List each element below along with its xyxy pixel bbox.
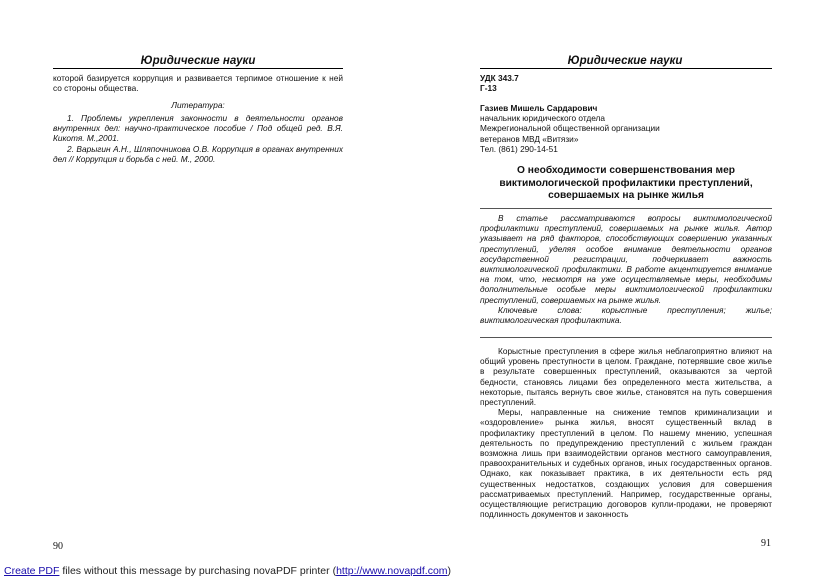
header-rule [480, 68, 772, 69]
udk-code: УДК 343.7 [480, 73, 519, 83]
footer-text: files without this message by purchasing novaPDF printer ( [59, 565, 337, 577]
page-number: 90 [53, 541, 63, 552]
literature-title: Литература: [171, 100, 225, 110]
novapdf-footer [4, 565, 451, 577]
right-page [410, 0, 820, 560]
title-line: совершаемых на рынке жилья [548, 190, 704, 202]
author-line: ветеранов МВД «Витязи» [480, 133, 579, 144]
author-line: начальник юридического отдела [480, 113, 605, 124]
literature-list [53, 113, 343, 164]
abstract-top-rule [480, 208, 772, 209]
article-title [480, 165, 772, 203]
literature-item: 2. Варыгин А.Н., Шляпочникова О.В. Коррупция в органах внутренних дел // Коррупция и борьба с ней. М., 2000. [53, 143, 343, 164]
paragraph: Корыстные преступления в сфере жилья неблагоприятно влияют на общий уровень преступности в целом. Граждане, потерявшие свое жилье в результате совершенных преступлений, оказываются за чертой бедности, становясь лицами без определенного места жительства, а некоторые, пытаясь вернуть свое жилье, становятся на путь совершения преступлений. [480, 346, 772, 408]
author-line: Межрегиональной общественной организации [480, 123, 660, 134]
novapdf-url-link[interactable]: http://www.novapdf.com [336, 565, 448, 577]
main-text [480, 346, 772, 519]
abstract-text: В статье рассматриваются вопросы виктимологической профилактики преступлений, совершаемых на рынке жилья. Автор указывает на ряд факторов, способствующих совершению указанных преступлений, уделяя особое внимание деятельности органов государственной регистрации, подчеркивает важность виктимологической профилактики. В работе акцентируется внимание на том, что, несмотря на уже осуществляемые меры, необходимы дополнительные особые меры виктимологической профилактики преступлений, совершаемых на рынке жилья. [480, 213, 772, 305]
abstract [480, 213, 772, 325]
continuation-text: которой базируется коррупция и развивается терпимое отношение к ней со стороны общества. [53, 73, 343, 94]
abstract-bottom-rule [480, 337, 772, 338]
header-rule [53, 68, 343, 69]
keywords: Ключевые слова: корыстные преступления; жилье; виктимологическая профилактика. [480, 304, 772, 326]
author-line: Тел. (861) 290-14-51 [480, 143, 558, 154]
footer-text-end: ) [447, 565, 452, 577]
udk-block [480, 73, 772, 93]
title-line: О необходимости совершенствования мер [517, 165, 735, 176]
left-page [0, 0, 410, 560]
paragraph: Меры, направленные на снижение темпов криминализации и «оздоровление» рынка жилья, вносят существенный вклад в профилактику преступлений в целом. По нашему мнению, успешная деятельность по предупреждению преступлений с жильем граждан возможна лишь при взаимодействии органов местного самоуправления, правоохранительных и судебных органов, иных государственных органов. Однако, как показывает практика, в их деятельности есть ряд существенных недостатков, создающих условия для совершения рассматриваемых преступлений. Например, государственные органы, осуществляющие регистрацию договоров купли-продажи, не проверяют подлинность документов и законность [480, 407, 772, 520]
title-line: виктимологической профилактики преступлений, [499, 177, 753, 189]
running-head: Юридические науки [140, 55, 256, 67]
g-code: Г-13 [480, 83, 497, 94]
author-name: Газиев Мишель Сардарович [480, 103, 598, 113]
running-head: Юридические науки [567, 55, 683, 67]
literature-item: 1. Проблемы укрепления законности в деятельности органов внутренних дел: научно-практическое пособие / Под общей ред. В.Я. Кикотя. М.,2001. [53, 113, 343, 144]
author-block [480, 103, 772, 154]
create-pdf-link[interactable]: Create PDF [4, 565, 60, 577]
page-number: 91 [761, 538, 771, 549]
